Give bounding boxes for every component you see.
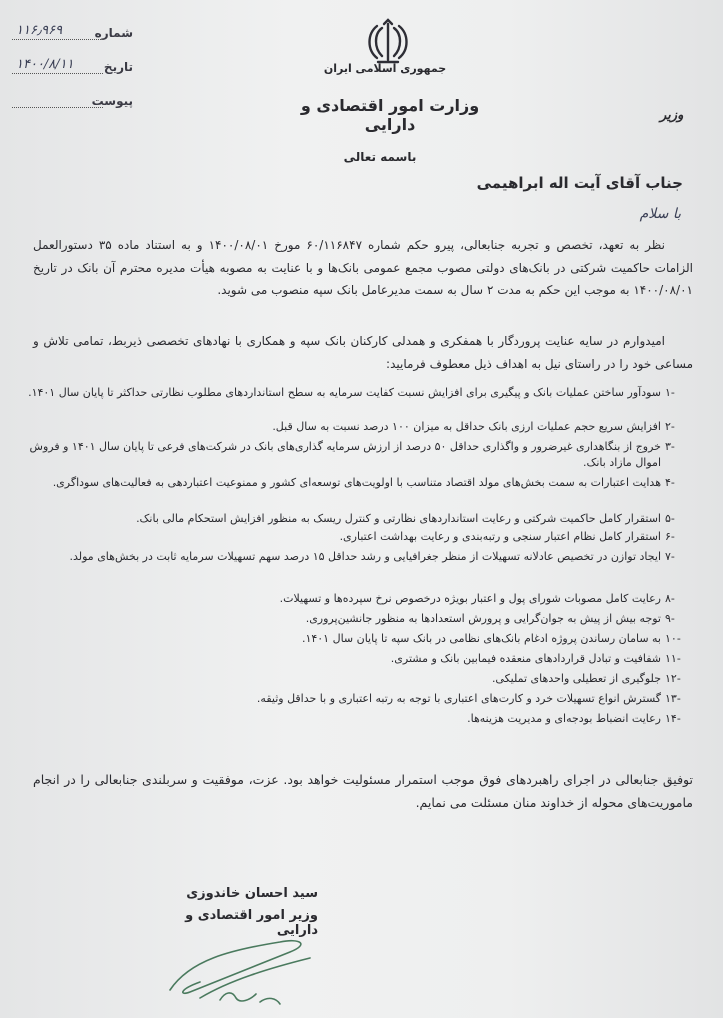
date-label: تاریخ <box>103 60 133 74</box>
item-text: ایجاد توازن در تخصیص عادلانه تسهیلات از منظر جغرافیایی و رشد حداقل ۱۵ درصد سهم تسهیلات سرمایه ثابت در بخش‌های مولد. <box>69 550 661 563</box>
item-number: -۳ <box>665 440 675 453</box>
item-number: -۱۱ <box>665 652 681 665</box>
item-number: -۵ <box>665 512 675 525</box>
number-row <box>12 12 137 46</box>
attachment-row <box>12 80 137 114</box>
item-number: -۷ <box>665 550 675 563</box>
item-text: به سامان رساندن پروژه ادغام بانک‌های نظامی در بانک سپه تا پایان سال ۱۴۰۱. <box>301 632 661 645</box>
paragraph-expectations: امیدوارم در سایه عنایت پروردگار با همفکری و همدلی کارکنان بانک سپه و همکاری با نهادهای تخصصی ذیربط، تمامی تلاش و مساعی خود را در راستای نیل به اهداف ذیل معطوف فرمایید: <box>33 334 693 371</box>
reference-block <box>12 12 137 114</box>
attachment-line <box>12 107 103 108</box>
minister-tag: وزیر <box>660 108 684 123</box>
signatory-title: وزیر امور اقتصادی و دارایی <box>185 908 318 938</box>
attachment-label: پیوست <box>91 94 133 108</box>
item-number: -۶ <box>665 530 675 543</box>
item-number: -۱۲ <box>665 672 681 685</box>
date-row <box>12 46 137 80</box>
republic-name: جمهوری اسلامی ایران <box>323 62 447 75</box>
greeting: با سلام <box>639 206 681 222</box>
list-item <box>23 611 693 631</box>
list-item <box>23 385 693 419</box>
list-item <box>23 711 693 731</box>
recipient: جناب آقای آیت اله ابراهیمی <box>476 174 683 192</box>
list-item <box>23 475 693 511</box>
signatory-name: سید احسان خاندوزی <box>186 886 318 901</box>
item-text: افزایش سریع حجم عملیات ارزی بانک حداقل به میزان ۱۰۰ درصد نسبت به سال قبل. <box>272 420 661 433</box>
item-text: جلوگیری از تعطیلی واحدهای تملیکی. <box>491 672 661 685</box>
list-item <box>23 439 693 475</box>
list-item <box>23 419 693 439</box>
item-number: -۱ <box>665 386 675 399</box>
list-item <box>23 511 693 529</box>
number-label: شماره <box>94 26 133 40</box>
date-line <box>12 73 103 74</box>
item-text: استقرار کامل حاکمیت شرکتی و رعایت استانداردهای نظارتی و کنترل ریسک به منظور افزایش استحکام مالی بانک. <box>136 512 661 525</box>
paragraph-appointment: نظر به تعهد، تخصص و تجربه جنابعالی، پیرو حکم شماره ۶۰/۱۱۶۸۴۷ مورخ ۱۴۰۰/۰۸/۰۱ و به استناد ماده ۳۵ دستورالعمل الزامات حاکمیت شرکتی در بانک‌های دولتی مصوب مجمع عمومی بانک‌ها و با عنایت به مصوبه هیأت مدیره محترم آن بانک در تاریخ ۱۴۰۰/۰۸/۰۱ به موجب این حکم به مدت ۲ سال به سمت مدیرعامل بانک سپه منصوب می شوید. <box>33 238 693 297</box>
closing-paragraph: توفیق جنابعالی در اجرای راهبردهای فوق موجب استمرار مسئولیت خواهد بود. عزت، موفقیت و سربلندی جنابعالی را در انجام ماموریت‌های محوله از خداوند منان مسئلت می نمایم. <box>33 772 693 810</box>
item-number: -۹ <box>665 612 675 625</box>
handwritten-signature-icon <box>160 920 320 1010</box>
bismillah: باسمه تعالی <box>343 150 417 164</box>
list-item <box>23 691 693 711</box>
item-number: -۸ <box>665 592 675 605</box>
objectives-list <box>23 385 693 731</box>
list-item <box>23 529 693 549</box>
number-value: ۱۱۶٫۹۶۹ <box>16 23 63 38</box>
item-number: -۱۳ <box>665 692 681 705</box>
date-value: ۱۴۰۰/۸/۱۱ <box>16 57 74 72</box>
item-text: رعایت کامل مصوبات شورای پول و اعتبار بویژه درخصوص نرخ سپرده‌ها و تسهیلات. <box>279 592 661 605</box>
list-item <box>23 671 693 691</box>
list-item <box>23 631 693 651</box>
ministry-name: وزارت امور اقتصادی و دارایی <box>300 96 480 134</box>
list-item <box>23 549 693 591</box>
list-item <box>23 651 693 671</box>
number-line <box>12 39 103 40</box>
item-number: -۴ <box>665 476 675 489</box>
item-number: -۲ <box>665 420 675 433</box>
item-text: رعایت انضباط بودجه‌ای و مدیریت هزینه‌ها. <box>467 712 661 725</box>
item-text: گسترش انواع تسهیلات خرد و کارت‌های اعتباری با توجه به رتبه اعتباری و با حداقل وثیقه. <box>256 692 661 705</box>
item-text: شفافیت و تبادل قراردادهای منعقده فیمابین بانک و مشتری. <box>390 652 661 665</box>
item-text: سودآور ساختن عملیات بانک و پیگیری برای افزایش نسبت کفایت سرمایه به سطح استانداردهای مطلوب نظارتی حداکثر تا پایان سال ۱۴۰۱. <box>28 386 661 399</box>
item-text: خروج از بنگاهداری غیرضرور و واگذاری حداقل ۵۰ درصد از ارزش سرمایه گذاری‌های بانک در شرکت‌های فرعی تا پایان سال ۱۴۰۱ و فروش اموال مازاد بانک. <box>29 440 661 469</box>
item-text: استقرار کامل نظام اعتبار سنجی و رتبه‌بندی و رعایت بهداشت اعتباری. <box>339 530 661 543</box>
item-text: توجه بیش از پیش به جوان‌گرایی و پرورش استعدادها به منظور جانشین‌پروری. <box>305 612 661 625</box>
iran-emblem-icon <box>364 18 412 66</box>
item-text: هدایت اعتبارات به سمت بخش‌های مولد اقتصاد متناسب با اولویت‌های توسعه‌ای کشور و ممنوعیت اعتباردهی به فعالیت‌های سوداگری. <box>52 476 661 489</box>
item-number: -۱۴ <box>665 712 681 725</box>
list-item <box>23 591 693 611</box>
item-number: -۱۰ <box>665 632 681 645</box>
